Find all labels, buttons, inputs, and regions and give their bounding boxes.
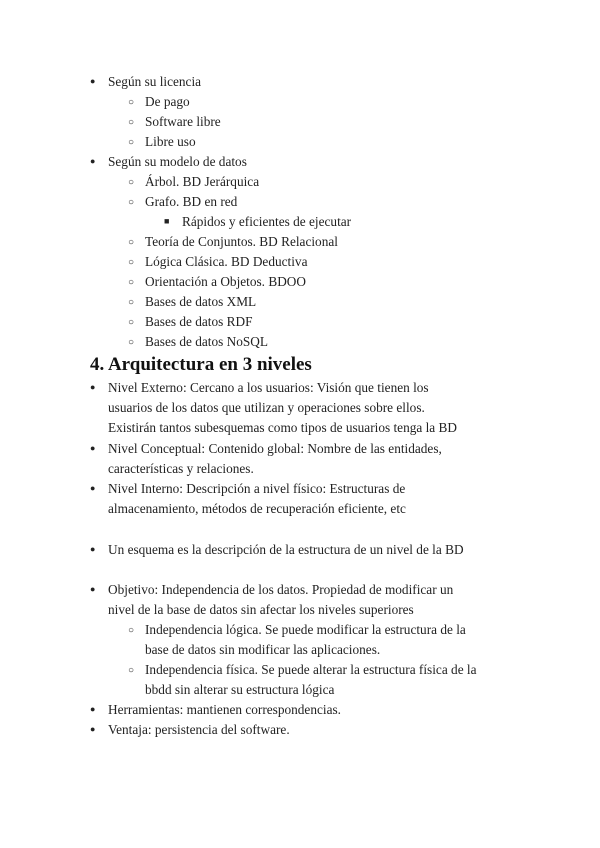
- bullet-circle: [128, 92, 134, 114]
- bullet-circle: [128, 132, 134, 154]
- bullet-disc: [90, 378, 95, 399]
- bullet-disc: [90, 700, 95, 721]
- bullet-circle: [128, 272, 134, 294]
- list-item: Bases de datos RDF: [145, 314, 253, 329]
- paragraph-line: Nivel Externo: Cercano a los usuarios: Visión que tienen los: [108, 380, 429, 395]
- list-item: Lógica Clásica. BD Deductiva: [145, 254, 308, 269]
- bullet-circle: [128, 192, 134, 214]
- list-item: Según su modelo de datos: [108, 154, 247, 169]
- paragraph-line: bbdd sin alterar su estructura lógica: [145, 682, 335, 697]
- paragraph-line: nivel de la base de datos sin afectar los niveles superiores: [108, 602, 414, 617]
- bullet-circle: [128, 620, 134, 642]
- paragraph-line: Existirán tantos subesquemas como tipos de usuarios tenga la BD: [108, 420, 457, 435]
- bullet-circle: [128, 292, 134, 314]
- paragraph-line: Objetivo: Independencia de los datos. Propiedad de modificar un: [108, 582, 454, 597]
- paragraph-line: base de datos sin modificar las aplicaciones.: [145, 642, 381, 657]
- section-heading: 4. Arquitectura en 3 niveles: [90, 354, 312, 375]
- list-item: Orientación a Objetos. BDOO: [145, 274, 307, 289]
- bullet-disc: [90, 479, 95, 500]
- paragraph-line: Nivel Interno: Descripción a nivel físico: Estructuras de: [108, 481, 406, 496]
- list-item: Rápidos y eficientes de ejecutar: [182, 214, 352, 229]
- bullet-disc: [90, 152, 95, 173]
- list-item: Teoría de Conjuntos. BD Relacional: [145, 234, 338, 249]
- paragraph-line: Un esquema es la descripción de la estructura de un nivel de la BD: [108, 542, 464, 557]
- bullet-disc: [90, 720, 95, 741]
- paragraph-line: Independencia lógica. Se puede modificar la estructura de la: [145, 622, 466, 637]
- list-item: Bases de datos XML: [145, 294, 257, 309]
- bullet-disc: [90, 72, 95, 93]
- bullet-disc: [90, 540, 95, 561]
- bullet-circle: [128, 112, 134, 134]
- bullet-circle: [128, 332, 134, 354]
- paragraph-line: Ventaja: persistencia del software.: [108, 722, 290, 737]
- list-item: Software libre: [145, 114, 221, 129]
- bullet-circle: [128, 232, 134, 254]
- bullet-circle: [128, 660, 134, 682]
- bullet-circle: [128, 252, 134, 274]
- paragraph-line: características y relaciones.: [108, 461, 254, 476]
- list-item: Libre uso: [145, 134, 196, 149]
- paragraph-line: Independencia física. Se puede alterar la estructura física de la: [145, 662, 477, 677]
- list-item: Grafo. BD en red: [145, 194, 238, 209]
- bullet-circle: [128, 312, 134, 334]
- list-item: Árbol. BD Jerárquica: [145, 174, 260, 189]
- paragraph-line: usuarios de los datos que utilizan y operaciones sobre ellos.: [108, 400, 425, 415]
- list-item: Según su licencia: [108, 74, 202, 89]
- bullet-disc: [90, 580, 95, 601]
- list-item: De pago: [145, 94, 190, 109]
- paragraph-line: Nivel Conceptual: Contenido global: Nombre de las entidades,: [108, 441, 442, 456]
- bullet-square: [164, 212, 169, 233]
- paragraph-line: Herramientas: mantienen correspondencias.: [108, 702, 341, 717]
- bullet-circle: [128, 172, 134, 194]
- bullet-disc: [90, 439, 95, 460]
- list-item: Bases de datos NoSQL: [145, 334, 268, 349]
- paragraph-line: almacenamiento, métodos de recuperación eficiente, etc: [108, 501, 406, 516]
